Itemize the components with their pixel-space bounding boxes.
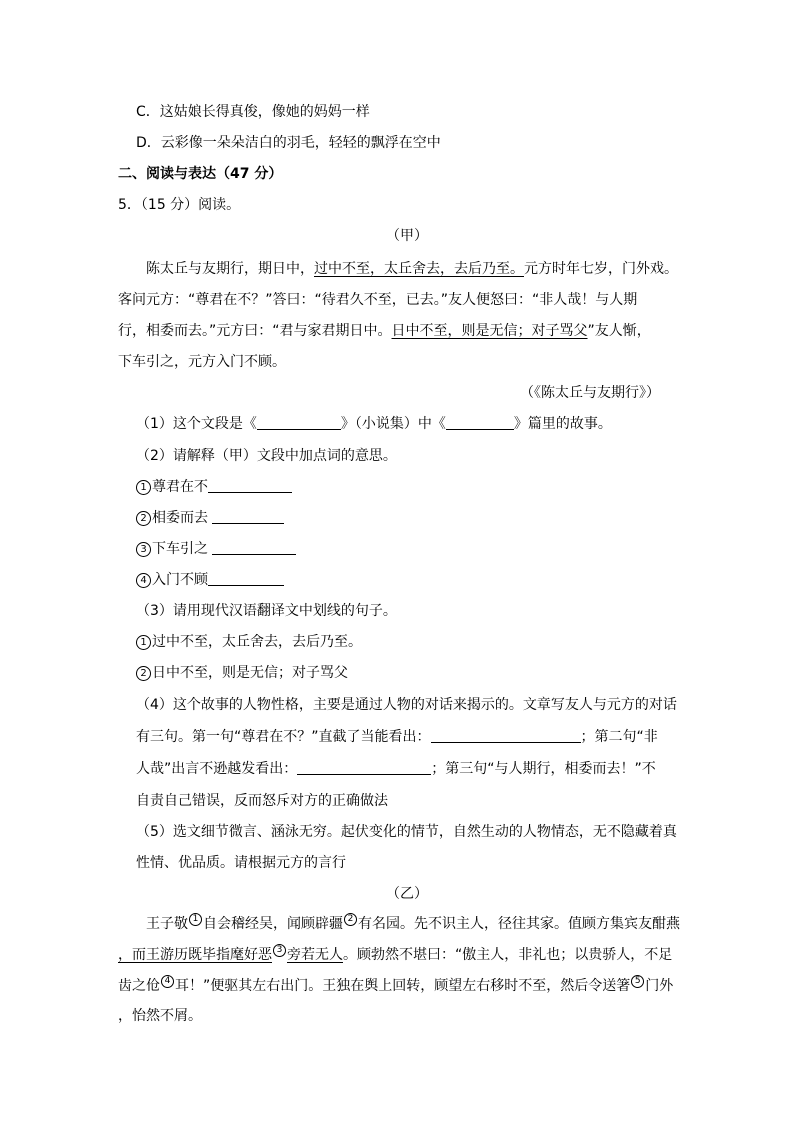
yi-line-1: 王子敬 $^1$ 自会稽经吴，闻顾辟疆 $^2$ 有名园。先不识主人，径往其家。值顾方集宾友酣燕	[146, 914, 680, 932]
jia-line-4: 下车引之，元方入门不顾。	[118, 354, 286, 370]
sub-question-5-line-1: （5）选文细节微言、涵泳无穷。起伏变化的情节，自然生动的人物情态，无不隐藏着真	[136, 824, 677, 840]
sub-question-4-line-2: 有三句。第一句“尊君在不？”直截了当能看出： ；第二句“非	[136, 729, 658, 745]
answer-blank-2-3[interactable]	[212, 540, 296, 555]
answer-blank-2-2[interactable]	[212, 509, 284, 524]
sub-question-1: （1）这个文段是《 》（小说集）中《 》篇里的故事。	[136, 416, 612, 432]
sub-question-4-line-3: 人哉”出言不逊越发看出： ；第三句“与人期行，相委而去！”不	[136, 761, 656, 777]
jia-line-1: 陈太丘与友期行，期日中，过中不至，太丘舍去，去后乃至。元方时年七岁，门外戏。	[146, 261, 678, 277]
footnote-marker-2: 2	[344, 913, 357, 926]
answer-blank-book[interactable]	[257, 415, 341, 430]
circled-number-2: 2	[136, 666, 151, 681]
option-c: C．这姑娘长得真俊，像她的妈妈一样	[136, 104, 370, 120]
question-stem: 5．（15 分）阅读。	[118, 197, 241, 213]
yi-line-4: ，怡然不屑。	[118, 1008, 202, 1024]
answer-blank-4-2[interactable]	[297, 760, 431, 775]
sub3-item-2: 2 日中不至，则是无信；对子骂父	[136, 663, 348, 683]
passage-source: （《陈太丘与友期行》）	[520, 385, 660, 401]
option-d: D．云彩像一朵朵洁白的羽毛，轻轻的飘浮在空中	[136, 135, 441, 151]
circled-number-4: 4	[136, 573, 151, 588]
sub-question-4-line-1: （4）这个故事的人物性格，主要是通过人物的对话来揭示的。文章写友人与元方的对话	[136, 697, 677, 713]
sub-question-2: （2）请解释（甲）文段中加点词的意思。	[136, 448, 397, 464]
underlined-sentence-2: 日中不至，则是无信；对子骂父	[391, 323, 588, 339]
sub2-item-2: 2 相委而去	[136, 508, 284, 528]
footnote-marker-3: 3	[273, 944, 286, 957]
footnote-marker-1: 1	[189, 913, 202, 926]
sub-question-3: （3）请用现代汉语翻译文中划线的句子。	[136, 603, 397, 619]
sub2-item-3: 3 下车引之	[136, 539, 296, 559]
answer-blank-chapter[interactable]	[446, 415, 514, 430]
underlined-sentence-1: 过中不至，太丘舍去，去后乃至。	[314, 261, 524, 277]
circled-number-2: 2	[136, 511, 151, 526]
answer-blank-2-4[interactable]	[208, 571, 284, 586]
answer-blank-2-1[interactable]	[208, 478, 292, 493]
circled-number-1: 1	[136, 480, 151, 495]
sub2-item-4: 4 入门不顾	[136, 570, 284, 590]
jia-line-3: 行，相委而去。”元方曰：“君与家君期日中。日中不至，则是无信；对子骂父”友人惭，	[118, 323, 651, 339]
sub2-item-1: 1 尊君在不	[136, 477, 292, 497]
yi-line-3: 齿之伧 $^4$ 耳！”便驱其左右出门。王独在舆上回转，顾望左右移时不至，然后令送箸 $^5$ 门外	[118, 976, 674, 994]
passage-yi-title: （乙）	[386, 886, 428, 902]
section-heading: 二、阅读与表达（47 分）	[118, 166, 283, 182]
circled-number-1: 1	[136, 635, 151, 650]
jia-line-2: 客问元方：“尊君在不？”答曰：“待君久不至，已去。”友人便怒曰：“非人哉！与人期	[118, 292, 638, 308]
sub3-item-1: 1 过中不至，太丘舍去，去后乃至。	[136, 632, 362, 652]
yi-line-2: ，而王游历既毕指麾好恶 $^3$ 旁若无人。顾勃然不堪曰：“傲主人，非礼也；以贵骄人，不足	[118, 945, 673, 963]
sub-question-4-line-4: 自责自己错误，反而怒斥对方的正确做法	[136, 793, 388, 809]
circled-number-3: 3	[136, 542, 151, 557]
sub-question-5-line-2: 性情、优品质。请根据元方的言行	[136, 855, 346, 871]
footnote-marker-4: 4	[161, 975, 174, 988]
footnote-marker-5: 5	[631, 975, 644, 988]
passage-jia-title: （甲）	[386, 228, 428, 244]
answer-blank-4-1[interactable]	[431, 728, 581, 743]
